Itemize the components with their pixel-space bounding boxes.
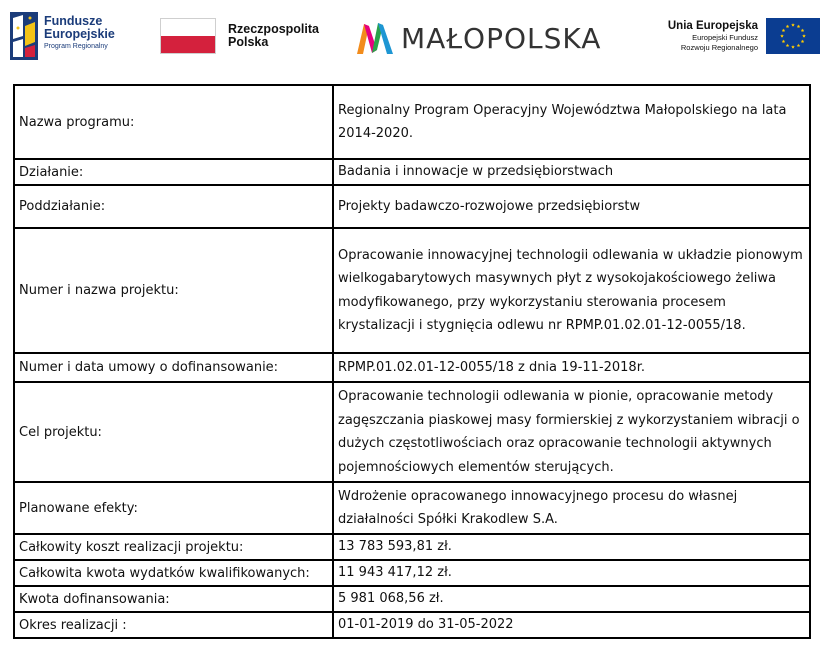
table-row — [14, 228, 810, 353]
row-value-numer-nazwa: Opracowanie innowacyjnej technologii odlewania w układzie pionowym wielkogabarytowych masywnych płyt z wysokojakościowego żeliwa modyfikowanego, przy wykorzystaniu sterowania procesem krystalizacji i stygnięcia odlewu nr RPMP.01.02.01-12-0055/18. — [333, 228, 810, 353]
row-label-kwalifikowane: Całkowita kwota wydatków kwalifikowanych: — [14, 560, 333, 586]
fundusze-europejskie-logo — [10, 12, 150, 62]
fundusze-line2: Europejskie — [44, 27, 115, 41]
table-row — [14, 159, 810, 185]
row-value-dofinansowanie: 5 981 068,56 zł. — [333, 586, 810, 612]
row-value-koszt: 13 783 593,81 zł. — [333, 534, 810, 560]
malopolska-m-emblem — [355, 20, 395, 56]
row-value-program: Regionalny Program Operacyjny Województwa Małopolskiego na lata 2014-2020. — [333, 85, 810, 159]
row-value-efekty: Wdrożenie opracowanego innowacyjnego procesu do własnej działalności Spółki Krakodlew S.A. — [333, 482, 810, 534]
row-label-efekty: Planowane efekty: — [14, 482, 333, 534]
table-row — [14, 586, 810, 612]
row-label-numer-nazwa: Numer i nazwa projektu: — [14, 228, 333, 353]
rzeczpospolita-line1: Rzeczpospolita — [228, 22, 319, 36]
row-value-okres: 01-01-2019 do 31-05-2022 — [333, 612, 810, 638]
table-row — [14, 482, 810, 534]
fundusze-line3: Program Regionalny — [44, 43, 108, 50]
logo-header — [0, 0, 827, 80]
row-value-poddzialanie: Projekty badawczo-rozwojowe przedsiębiorstw — [333, 185, 810, 228]
unia-line2: Europejski Fundusz — [692, 33, 758, 42]
row-value-dzialanie: Badania i innowacje w przedsiębiorstwach — [333, 159, 810, 185]
row-value-umowa: RPMP.01.02.01-12-0055/18 z dnia 19-11-2018r. — [333, 353, 810, 382]
eu-flag-icon — [766, 18, 820, 54]
unia-line1: Unia Europejska — [667, 20, 758, 32]
unia-line3: Rozwoju Regionalnego — [680, 43, 758, 52]
fundusze-europejskie-emblem — [10, 12, 38, 60]
row-label-dofinansowanie: Kwota dofinansowania: — [14, 586, 333, 612]
table-row — [14, 560, 810, 586]
fundusze-line1: Fundusze — [44, 14, 103, 28]
project-info-table — [13, 84, 811, 639]
row-value-kwalifikowane: 11 943 417,12 zł. — [333, 560, 810, 586]
table-row — [14, 534, 810, 560]
row-label-koszt: Całkowity koszt realizacji projektu: — [14, 534, 333, 560]
table-row — [14, 85, 810, 159]
rzeczpospolita-polska-logo — [160, 18, 330, 58]
row-label-umowa: Numer i data umowy o dofinansowanie: — [14, 353, 333, 382]
table-row — [14, 185, 810, 228]
polish-flag-icon — [160, 18, 216, 54]
table-row — [14, 353, 810, 382]
malopolska-logo — [355, 18, 630, 60]
table-row — [14, 382, 810, 482]
unia-europejska-logo — [650, 18, 820, 58]
row-label-cel: Cel projektu: — [14, 382, 333, 482]
row-value-cel: Opracowanie technologii odlewania w pionie, opracowanie metody zagęszczania piaskowej masy formierskiej z wykorzystaniem wibracji o dużych częstotliwościach oraz opracowanie technologii aktywnych pojemnościowych elementów sterujących. — [333, 382, 810, 482]
row-label-okres: Okres realizacji : — [14, 612, 333, 638]
row-label-poddzialanie: Poddziałanie: — [14, 185, 333, 228]
rzeczpospolita-line2: Polska — [228, 35, 269, 49]
row-label-dzialanie: Działanie: — [14, 159, 333, 185]
row-label-program: Nazwa programu: — [14, 85, 333, 159]
malopolska-wordmark: MAŁOPOLSKA — [401, 22, 602, 55]
table-row — [14, 612, 810, 638]
